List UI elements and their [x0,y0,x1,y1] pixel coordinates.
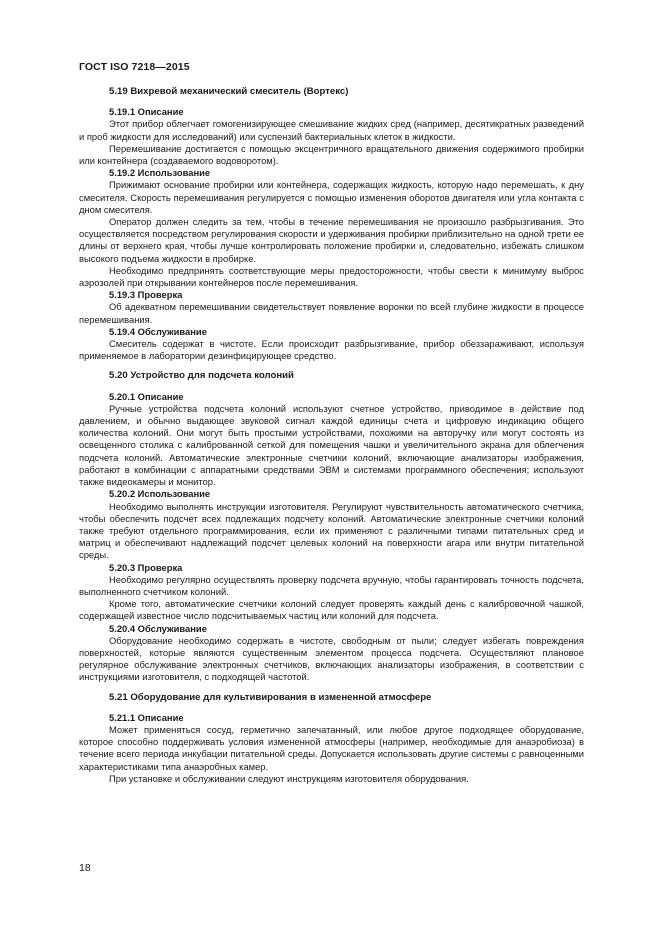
paragraph: Об адекватном перемешивании свидетельствует появление воронки по всей глубине жидкости в процессе перемешивания. [79,301,584,325]
section-title: 5.19 Вихревой механический смеситель (Вортекс) [109,86,349,97]
section-title: 5.21 Оборудование для культивирования в измененной атмосфере [109,691,432,703]
paragraph: Оборудование необходимо содержать в чистоте, свободным от пыли; следует избегать повреждения поверхностей, которые являются существенным элементом процесса подсчета. Осуществляют плановое регулярное обслуживание электронных счетчиков, включающих анализаторы изображения, в соответствии с инструкциями изготовителя, с подходящей частотой. [79,634,584,683]
subsection-title: 5.21.1 Описание [109,711,184,723]
subsection-title: 5.19.3 Проверка [109,289,183,301]
subsection-title: 5.20.4 Обслуживание [109,622,207,634]
paragraph: Оператор должен следить за тем, чтобы в течение перемешивания не произошло разбрызгивания. Это осуществляется посредством регулирования скорости и удерживания пробирки приблизительно на одной трети ее длины от верхнего края, чтобы лучше контролировать положение пробирки и, следовательно, избежать слишком высокого подъема жидкости в пробирке. [79,216,584,264]
page-number: 18 [79,862,91,874]
subsection-title: 5.19.4 Обслуживание [109,325,207,337]
paragraph: Смеситель содержат в чистоте. Если происходит разбрызгивание, прибор обеззараживают, используя применяемое в лаборатории дезинфицирующее средство. [79,338,584,362]
paragraph: Перемешивание достигается с помощью эксцентричного вращательного движения содержимого пробирки или контейнера (создаваемого водоворотом). [79,142,584,167]
section-5-19 [79,86,584,362]
subsection-title: 5.20.1 Описание [109,390,184,402]
subsection-title: 5.20.2 Использование [109,488,211,500]
paragraph: Необходимо предпринять соответствующие меры предосторожности, чтобы свести к минимуму выброс аэрозолей при открывании контейнеров после перемешивания. [79,264,584,289]
section-5-20 [79,370,584,683]
subsection-title: 5.19.1 Описание [109,106,184,118]
section-title: 5.20 Устройство для подсчета колоний [109,370,294,382]
section-5-21 [79,692,584,785]
subsection-title: 5.20.3 Проверка [109,561,183,573]
paragraph: Необходимо выполнять инструкции изготовителя. Регулируют чувствительность автоматического счетчика, чтобы обеспечить подсчет всех подлежащих подсчету колоний. Автоматические электронные счетчики колоний также требуют отдельного программирования, если их применяют с различными типами питательных сред и матриц и обеспечивают надлежащий подсчет целевых колоний на поверхности агара или внутри питательной среды. [79,500,584,561]
paragraph: Этот прибор облегчает гомогенизирующее смешивание жидких сред (например, десятикратных разведений и проб жидкости для исследований) или суспензий бактериальных клеток в жидкости. [79,118,584,142]
paragraph: Кроме того, автоматические счетчики колоний следует проверять каждый день с калибровочной чашкой, содержащей известное число подсчитываемых частиц или колоний для подсчета. [79,598,584,622]
paragraph: Ручные устройства подсчета колоний используют счетное устройство, приводимое в действие под давлением, и обычно выдающее звуковой сигнал каждой единицы счета и цифровую индикацию общего количества колоний. Они могут быть простыми устройствами, похожими на авторучку или могут состоять из освещенного столика с калиброванной сеткой для помещения чашки и увеличительного экрана для облегчения подсчета колоний. Автоматические электронные счетчики колоний, включающие анализаторы изображения, работают в комбинации с аппаратными средствами ЭВМ и системами программного обеспечения; используют также видеокамеры и монитор. [79,402,584,488]
document-body [79,86,584,785]
subsection-title: 5.19.2 Использование [109,167,211,179]
document-code: ГОСТ ISO 7218—2015 [79,61,190,73]
paragraph: При установке и обслуживании следуют инструкциям изготовителя оборудования. [109,772,469,784]
paragraph: Может применяться сосуд, герметично запечатанный, или любое другое подходящее оборудование, которое способно поддерживать условия измененной атмосферы (например, необходимые для анаэробиоза) в течение всего периода инкубации питательной среды. Допускается использовать другие системы с равноценными характеристиками типа анаэробных камер. [79,723,584,772]
paragraph: Прижимают основание пробирки или контейнера, содержащих жидкость, которую надо перемешать, к дну смесителя. Скорость перемешивания регулируется с помощью изменения оборотов двигателя или угла контакта с дном смесителя. [79,179,584,215]
paragraph: Необходимо регулярно осуществлять проверку подсчета вручную, чтобы гарантировать точность подсчета, выполненного счетчиком колоний. [79,573,584,597]
